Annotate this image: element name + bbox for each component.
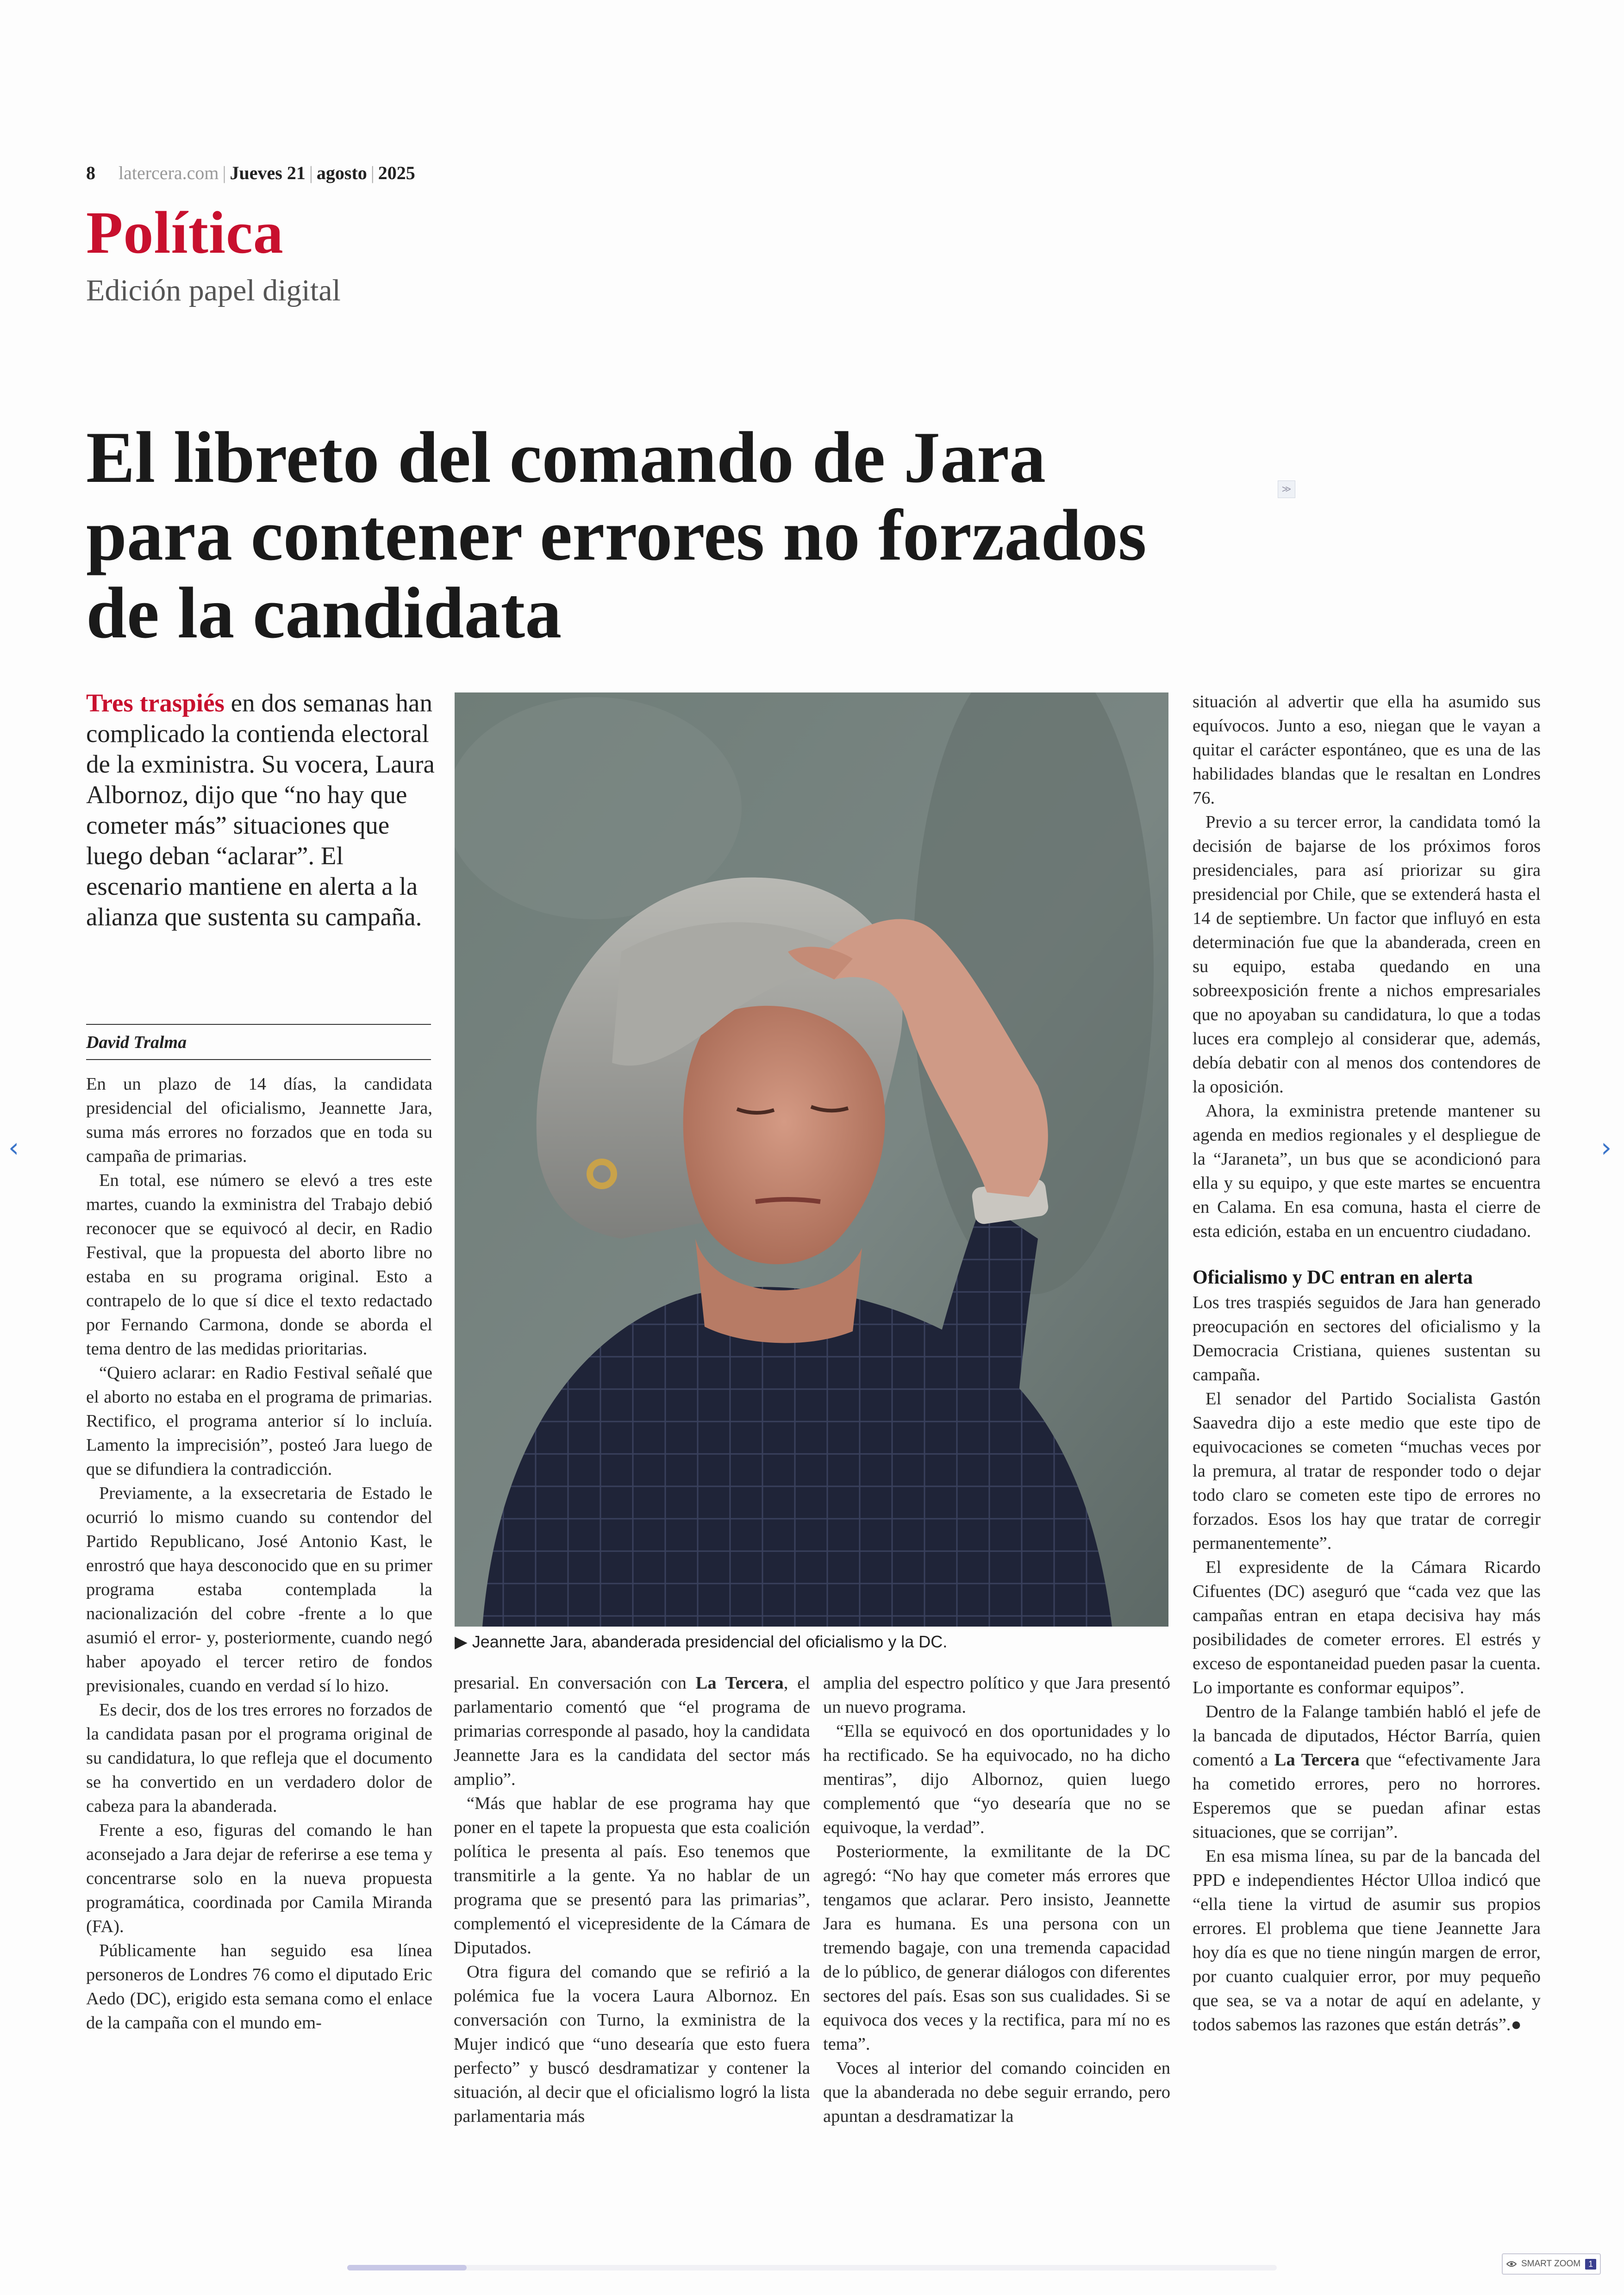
paragraph: “Quiero aclarar: en Radio Festival señalé que el aborto no estaba en el programa de primarias. Rectifico, el programa anterior sí lo incluía. Lamento la imprecisión”, posteó Jara luego de que se difundiera la contradicción. <box>86 1363 432 1479</box>
paragraph: Ahora, la exministra pretende mantener su agenda en medios regionales y el despliegue de la “Jaraneta”, un bus que se acondicionó para ella y su equipo, y que este martes se encuentra en Calama. En esa comuna, hasta el cierre de esta edición, estaba en un encuentro ciudadano. <box>1193 1101 1541 1241</box>
paragraph: Públicamente han seguido esa línea personeros de Londres 76 como el diputado Eric Aedo (DC), erigido esta semana como el enlace de la campaña con el mundo em- <box>86 1941 432 2033</box>
paragraph: Es decir, dos de los tres errores no forzados de la candidata pasan por el programa original de su candidatura, lo que refleja que el documento se ha convertido en un verdadero dolor de cabeza para la abanderada. <box>86 1700 432 1816</box>
smart-zoom-button[interactable] <box>1502 2253 1601 2275</box>
photo-illustration <box>455 692 1168 1627</box>
paragraph: Previo a su tercer error, la candidata tomó la decisión de bajarse de los próximos foros presidenciales, para así priorizar su gira presidencial por Chile, que se extenderá hasta el 14 de septiembre. Un factor que influyó en esta determinación fue que la abanderada, creen en su equipo, estaba quedando en una sobreexposición frente a nichos empresariales que no apoyaban su candidatura, lo que a todas luces era complejo al considerar que, además, debía debatir con al menos dos contendores de la oposición. <box>1193 812 1541 1097</box>
section-title: Política <box>86 200 284 266</box>
paragraph-text: En esa misma línea, su par de la bancada del PPD e independientes Héctor Ulloa indicó que “ella tiene la virtud de asumir sus propios errores. El problema que tiene Jeannette Jara hoy día es que no tiene ningún margen de error, por cuanto cualquier error, por muy pequeño que sea, se va a notar de aquí en adelante, y todos sabemos las razones que están detrás”. <box>1193 1846 1541 2034</box>
paragraph-text: , el parlamentario comentó que “el programa de primarias corresponde al pasado, hoy la candidata Jeannette Jara es la candidata del sector más amplio”. <box>454 1673 810 1789</box>
scrollbar-thumb[interactable] <box>347 2265 467 2270</box>
dateline: 8 latercera.com | Jueves 21 | agosto | 2025 <box>86 162 415 183</box>
article-photo <box>455 692 1168 1627</box>
paragraph: Otra figura del comando que se refirió a la polémica fue la vocera Laura Albornoz. En conversación con Turno, la exministra de la Mujer indicó que “uno desearía que esto fuera perfecto” y buscó desdramatizar y contener la situación, al decir que el oficialismo logró la lista parlamentaria más <box>454 1962 810 2126</box>
newspaper-name: La Tercera <box>695 1673 784 1693</box>
end-mark-icon: ● <box>1511 2015 1522 2034</box>
page-number: 8 <box>86 162 95 183</box>
paragraph: El expresidente de la Cámara Ricardo Cifuentes (DC) aseguró que “cada vez que las campañas entran en etapa decisiva hay más posibilidades de cometer errores. El estrés y exceso de espontaneidad pueden pasar la cuenta. Lo importante es conformar equipos”. <box>1193 1558 1541 1697</box>
body-column-1 <box>86 1072 432 2035</box>
paragraph: Previamente, a la exsecretaria de Estado le ocurrió lo mismo cuando su contendor del Partido Republicano, José Antonio Kast, le enrostró que haya desconocido que en su primer programa estaba contemplada la nacionalización del cobre -frente a lo que asumió el error- y, posteriormente, cuando negó haber apoyado el tercer retiro de fondos previsionales, cuando en verdad sí lo hizo. <box>86 1484 432 1696</box>
paragraph <box>454 1671 810 1791</box>
ad-marker-icon[interactable]: ≫ <box>1278 480 1295 498</box>
paragraph <box>1193 1844 1541 2037</box>
paragraph <box>1193 1700 1541 1844</box>
paragraph: Posteriormente, la exmilitante de la DC agregó: “No hay que cometer más errores que tengamos que aclarar. Pero insisto, Jeannette Jara es humana. Es una persona con un tremendo bagaje, con una tremenda capacidad de lo público, de generar diálogos con diferentes sectores del país. Esas son sus cualidades. Si se equivoca dos veces y la rectifica, para mí no es tema”. <box>823 1842 1170 2054</box>
paragraph-text: que “efectivamente Jara ha cometido errores, pero no horrores. Esperemos que se puedan afinar estas situaciones, que se corrijan”. <box>1193 1750 1541 1842</box>
paragraph: situación al advertir que ella ha asumido sus equívocos. Junto a eso, niegan que le vayan a quitar el carácter espontáneo, que es una de las habilidades blandas que le resaltan en Londres 76. <box>1193 692 1541 808</box>
paragraph: En total, ese número se elevó a tres este martes, cuando la exministra del Trabajo debió reconocer que se equivocó al decir, en Radio Festival, que la propuesta del aborto libre no estaba en su programa original. Esto a contrapelo de lo que sí dice el texto redactado por Fernando Carmona, donde se aborda el tema dentro de las medidas prioritarias. <box>86 1171 432 1359</box>
lead-paragraph <box>86 688 438 932</box>
site-name: latercera.com <box>119 162 219 183</box>
edition-label: Edición papel digital <box>86 274 341 307</box>
smart-zoom-value: 1 <box>1585 2259 1596 2270</box>
paragraph: “Más que hablar de ese programa hay que poner en el tapete la propuesta que esta coalición política le presenta al país. Eso tenemos que transmitirle a la gente. Ya no hablar de un programa que se presentó para las primarias”, complementó el vicepresidente de la Cámara de Diputados. <box>454 1794 810 1958</box>
newspaper-name: La Tercera <box>1274 1750 1360 1770</box>
body-column-3 <box>823 1671 1170 2128</box>
eye-icon <box>1506 2261 1517 2267</box>
paragraph: En un plazo de 14 días, la candidata presidencial del oficialismo, Jeannette Jara, suma más errores no forzados que en toda su campaña de primarias. <box>86 1074 432 1166</box>
previous-page-button[interactable]: ‹ <box>8 1132 19 1163</box>
author-rule-bottom <box>86 1059 431 1060</box>
paragraph: Los tres traspiés seguidos de Jara han generado preocupación en sectores del oficialismo y la Democracia Cristiana, quienes sustentan su campaña. <box>1193 1293 1541 1384</box>
smart-zoom-label: SMART ZOOM <box>1521 2259 1581 2269</box>
scrollbar-track[interactable] <box>347 2265 1277 2270</box>
next-page-button[interactable]: › <box>1601 1132 1612 1163</box>
body-column-4 <box>1193 690 1541 2037</box>
date-weekday: Jueves 21 <box>230 162 306 183</box>
date-year: 2025 <box>378 162 415 183</box>
author-byline: David Tralma <box>86 1033 187 1052</box>
author-rule-top <box>86 1024 431 1025</box>
paragraph: amplia del espectro político y que Jara presentó un nuevo programa. <box>823 1673 1170 1717</box>
photo-caption: ▶ Jeannette Jara, abanderada presidencial del oficialismo y la DC. <box>455 1632 948 1651</box>
lead-text: en dos semanas han complicado la contienda electoral de la exministra. Su vocera, Laura Albornoz, dijo que “no hay que cometer más” situaciones que luego deban “aclarar”. El escenario mantiene en alerta a la alianza que sustenta su campaña. <box>86 689 435 931</box>
paragraph: Voces al interior del comando coinciden en que la abanderada no debe seguir errando, pero apuntan a desdramatizar la <box>823 2058 1170 2126</box>
body-column-2 <box>454 1671 810 2128</box>
paragraph: El senador del Partido Socialista Gastón Saavedra dijo a este medio que este tipo de equivocaciones se cometen “muchas veces por la premura, al tratar de responder todo o dejar todo claro se cometen este tipo de errores no forzados. Esos los hay que tratar de corregir permanentemente”. <box>1193 1389 1541 1553</box>
paragraph: “Ella se equivocó en dos oportunidades y lo ha rectificado. Se ha equivocado, no ha dicho mentiras”, dijo Albornoz, quien luego complementó que “yo desearía que no se equivoque, la verdad”. <box>823 1721 1170 1837</box>
date-month: agosto <box>316 162 367 183</box>
paragraph-text: presarial. En conversación con <box>454 1673 696 1693</box>
lead-highlight: Tres traspiés <box>86 689 225 717</box>
paragraph-text: Dentro de la Falange también habló el jefe de la bancada de diputados, Héctor Barría, quien comentó a <box>1193 1702 1541 1770</box>
headline: El libreto del comando de Jara para contener errores no forzados de la candidata <box>86 417 1147 654</box>
subheading: Oficialismo y DC entran en alerta <box>1193 1267 1473 1288</box>
paragraph: Frente a eso, figuras del comando le han aconsejado a Jara dejar de referirse a ese tema y concentrarse solo en la nueva propuesta programática, coordinada por Camila Miranda (FA). <box>86 1821 432 1936</box>
